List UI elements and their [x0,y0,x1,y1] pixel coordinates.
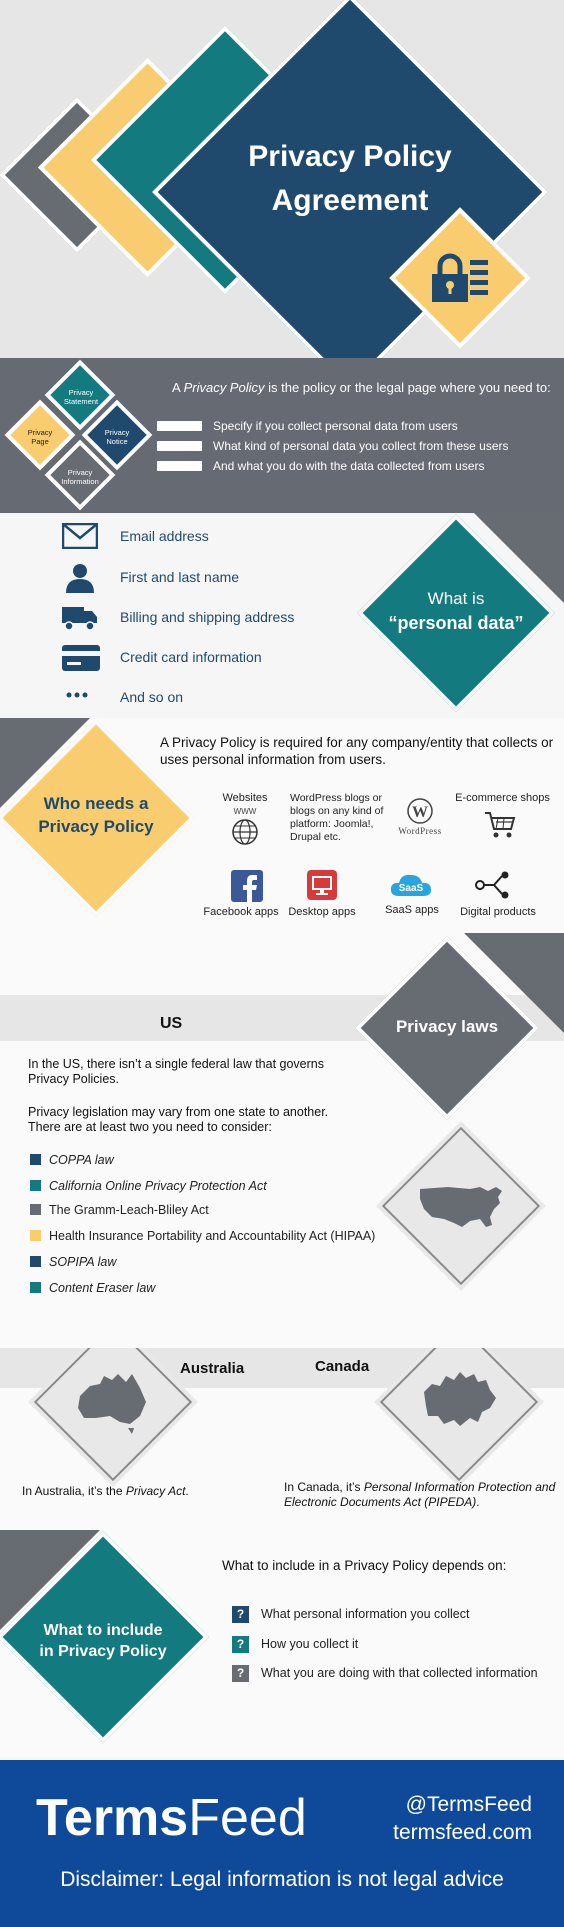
privacy-page-label: Privacy Page [27,428,53,446]
privacy-information-label: Privacy Information [61,468,99,486]
us-paragraph-2: Privacy legislation may vary from one state to another. There are at least two you need to consider: [28,1105,329,1134]
au-ca-section [0,1348,564,1530]
bullet-square [30,1180,41,1191]
personal-data-diamond-text [376,587,536,635]
privacy-notice-label: Privacy Notice [104,428,130,446]
intro-item: Specify if you collect personal data from users [213,419,458,433]
canada-text [284,1480,556,1510]
globe-icon [231,818,259,851]
us-law-item [30,1255,116,1269]
include-line2: in Privacy Policy [39,1643,167,1660]
digital-products-label: Digital products [460,906,536,918]
wordpress-brand: WordPress [398,826,442,836]
law-label: Health Insurance Portability and Accountability Act (HIPAA) [49,1229,376,1243]
hero-title-line1: Privacy Policy [248,140,452,173]
australia-text [22,1484,222,1498]
include-item [232,1636,358,1653]
personal-data-diamond-line2: “personal data” [388,613,524,633]
who-needs-section [0,718,564,933]
intro-item: And what you do with the data collected from users [213,459,485,473]
canada-pre: In Canada, it’s [284,1480,364,1494]
facebook-apps-label: Facebook apps [203,906,279,918]
brand-bold: Terms [36,1789,189,1847]
wordpress-label: WordPress blogs or blogs on any kind of platform: Joomla!, Drupal etc. [290,792,384,843]
personal-data-item: Credit card information [120,649,262,665]
who-needs-line2: Privacy Policy [38,817,154,836]
include-item [232,1606,469,1623]
personal-data-diamond-line1: What is [427,589,485,608]
disclaimer: Disclaimer: Legal information is not legal advice [60,1868,504,1891]
hero-title [215,135,485,223]
question-icon: ? [232,1665,249,1682]
websites-label: Websites [222,792,268,804]
bullet-square [30,1204,41,1215]
intro-item: What kind of personal data you collect from these users [213,439,509,453]
bullet-square [30,1154,41,1165]
include-diamond-text [18,1620,188,1662]
include-item [232,1665,538,1682]
include-item-label: How you collect it [261,1637,359,1651]
us-law-item [30,1203,209,1217]
canada-em: Personal Information Protection and Electronic Documents Act (PIPEDA) [284,1480,556,1509]
us-law-item [30,1281,155,1295]
lock-icon [430,252,488,304]
bullet-square [30,1230,41,1241]
ecommerce-label: E-commerce shops [455,792,550,804]
intro-lead [172,380,557,395]
envelope-icon [62,523,98,553]
question-icon: ? [232,1636,249,1653]
privacy-laws-section [0,933,564,1348]
intro-bar [157,441,202,451]
desktop-apps-label: Desktop apps [288,906,356,918]
cart-icon [484,810,516,845]
credit-card-icon [62,645,98,675]
law-label: SOPIPA law [49,1255,117,1269]
personal-data-item: First and last name [120,569,240,585]
personal-data-item: And so on [120,689,184,705]
australia-pre: In Australia, it’s the [22,1484,126,1498]
law-label: California Online Privacy Protection Act [49,1179,267,1193]
us-law-item [30,1229,375,1243]
intro-bar [157,461,202,471]
canada-map-icon [420,1370,498,1439]
footer [0,1760,564,1927]
personal-data-item: Billing and shipping address [120,609,295,625]
facebook-icon [231,870,263,907]
intro-bar [157,421,202,431]
law-label: The Gramm-Leach-Bliley Act [49,1203,209,1217]
website-link[interactable]: termsfeed.com [393,1821,532,1844]
intro-section [0,358,564,513]
desktop-icon [307,870,337,905]
australia-post: . [185,1484,189,1498]
intro-lead-post: is the policy or the legal page where you need to: [264,380,551,395]
canada-heading: Canada [315,1358,370,1375]
canada-post: . [476,1495,480,1509]
who-needs-lead: A Privacy Policy is required for any company/entity that collects or uses personal information from users. [160,735,554,767]
wordpress-icon [407,798,433,829]
australia-em: Privacy Act [125,1484,186,1498]
privacy-statement-label: Privacy Statement [63,388,99,406]
hero-section [0,0,564,358]
australia-heading: Australia [180,1360,245,1377]
bullet-square [30,1256,41,1267]
us-map-icon [418,1183,506,1236]
saas-badge: SaaS [398,883,424,894]
include-section [0,1530,564,1760]
intro-lead-em: Privacy Policy [183,380,265,395]
saas-apps-label: SaaS apps [385,904,439,916]
www-label: WWW [233,807,257,816]
personal-data-section [0,513,564,718]
law-label: Content Eraser law [49,1281,156,1295]
us-law-item [30,1153,114,1167]
personal-data-item: Email address [120,528,209,544]
truck-icon [62,605,98,635]
brand-logo [36,1790,307,1846]
privacy-laws-title: Privacy laws [395,1017,499,1036]
us-law-item [30,1179,267,1193]
twitter-handle[interactable]: @TermsFeed [405,1793,532,1816]
who-needs-diamond-text [16,792,176,838]
law-label: COPPA law [49,1153,114,1167]
include-item-label: What you are doing with that collected information [261,1666,538,1680]
include-lead: What to include in a Privacy Policy depends on: [222,1558,507,1573]
intro-lead-pre: A [172,380,184,395]
share-nodes-icon [474,870,514,905]
ellipsis-icon [62,687,98,717]
person-icon [62,563,98,593]
include-line1: What to include [43,1622,163,1639]
us-paragraph-1: In the US, there isn’t a single federal law that governs Privacy Policies. [28,1057,324,1086]
hero-title-line2: Agreement [271,184,429,217]
who-needs-line1: Who needs a [43,794,149,813]
australia-map-icon [74,1372,150,1439]
svg-text:W: W [412,804,428,821]
include-item-label: What personal information you collect [261,1607,470,1621]
us-heading: US [160,1015,183,1032]
brand-light: Feed [188,1789,307,1847]
question-icon: ? [232,1606,249,1623]
bullet-square [30,1282,41,1293]
